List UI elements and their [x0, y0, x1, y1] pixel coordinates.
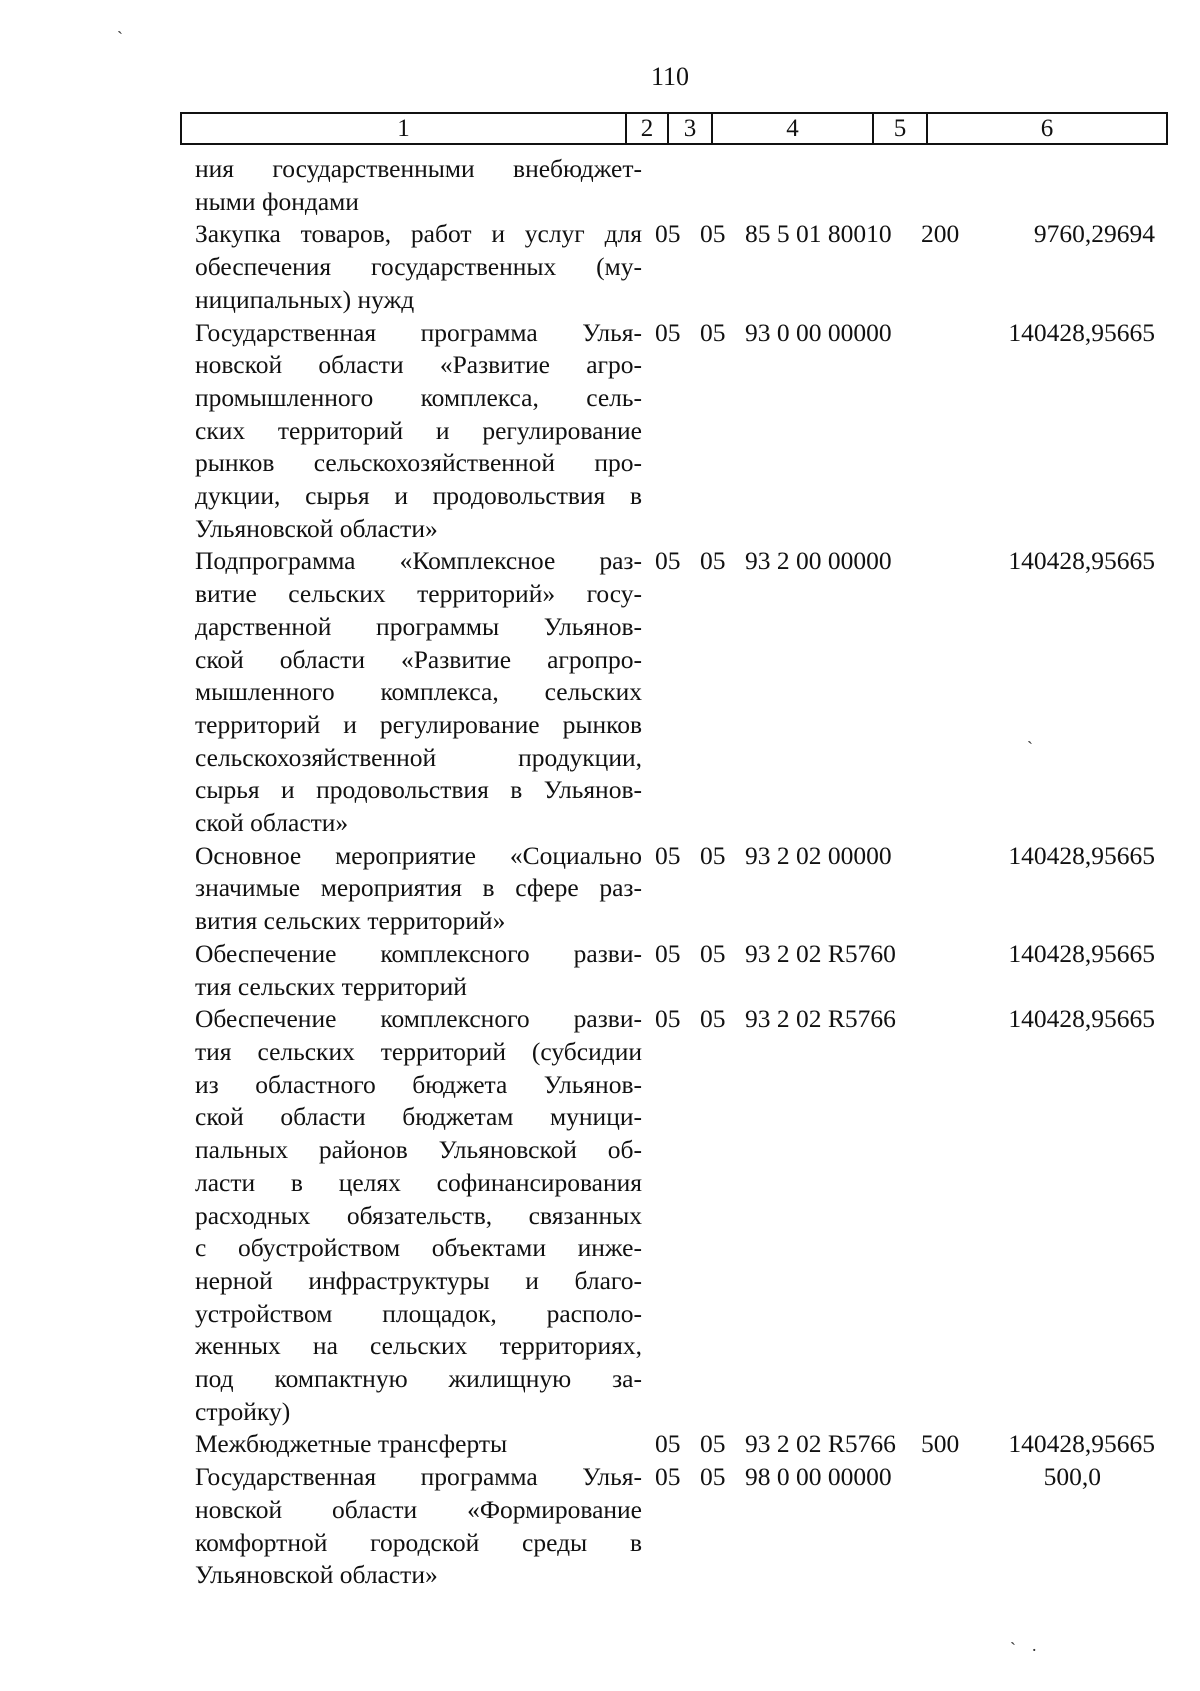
scan-speck: .	[1032, 1635, 1037, 1655]
row-description	[195, 1003, 642, 1428]
description-line: ласти в целях софинансирования	[195, 1167, 642, 1197]
target-item-code: 93 2 02 R5766	[745, 1429, 896, 1459]
amount: 140428,95665	[1008, 1004, 1155, 1034]
header-col-5: 5	[873, 113, 927, 144]
subsection-code: 05	[700, 1004, 726, 1034]
section-code: 05	[655, 219, 681, 249]
description-line: пальных районов Ульяновской об-	[195, 1135, 642, 1165]
subsection-code: 05	[700, 938, 726, 968]
section-code: 05	[655, 546, 681, 576]
row-description	[195, 840, 642, 938]
description-line: Межбюджетные трансферты	[195, 1429, 508, 1459]
description-line: сырья и продовольствия в Ульянов-	[195, 775, 642, 805]
section-code: 05	[655, 1462, 681, 1492]
table-row	[195, 840, 1155, 938]
description-line: дукции, сырья и продовольствия в	[195, 481, 642, 511]
description-line: расходных обязательств, связанных	[195, 1200, 642, 1230]
section-code: 05	[655, 317, 681, 347]
subsection-code: 05	[700, 219, 726, 249]
row-description	[195, 1428, 642, 1461]
amount: 140428,95665	[1008, 546, 1155, 576]
table-row	[195, 153, 1155, 218]
amount: 140428,95665	[1008, 938, 1155, 968]
scan-speck: ˏ	[1027, 724, 1033, 744]
table-row	[195, 1428, 1155, 1461]
header-col-3: 3	[668, 113, 712, 144]
description-line: тия сельских территорий (субсидии	[195, 1036, 642, 1066]
page-number: 110	[650, 62, 690, 91]
table-row	[195, 317, 1155, 546]
subsection-code: 05	[700, 546, 726, 576]
description-line: Ульяновской области»	[195, 1560, 438, 1590]
row-description	[195, 153, 642, 218]
description-line: Обеспечение комплексного разви-	[195, 1004, 642, 1034]
description-line: Основное мероприятие «Социально	[195, 840, 642, 870]
description-line: Подпрограмма «Комплексное раз-	[195, 546, 642, 576]
description-line: Государственная программа Улья-	[195, 317, 642, 347]
target-item-code: 85 5 01 80010	[745, 219, 892, 249]
description-line: тия сельских территорий	[195, 971, 467, 1001]
table-row	[195, 545, 1155, 839]
description-line: с обустройством объектами инже-	[195, 1233, 642, 1263]
section-code: 05	[655, 840, 681, 870]
amount: 140428,95665	[1008, 1429, 1155, 1459]
description-line: женных на сельских территориях,	[195, 1331, 642, 1361]
description-line: обеспечения государственных (му-	[195, 252, 642, 282]
subsection-code: 05	[700, 317, 726, 347]
target-item-code: 93 0 00 00000	[745, 317, 892, 347]
target-item-code: 98 0 00 00000	[745, 1462, 892, 1492]
amount: 500,0	[1043, 1462, 1101, 1492]
description-line: под компактную жилищную за-	[195, 1364, 642, 1394]
description-line: ской области»	[195, 808, 349, 838]
row-description	[195, 938, 642, 1003]
description-line: значимые мероприятия в сфере раз-	[195, 873, 642, 903]
table-row	[195, 1003, 1155, 1428]
description-line: ниципальных) нужд	[195, 284, 415, 314]
header-col-4: 4	[712, 113, 873, 144]
description-line: Обеспечение комплексного разви-	[195, 938, 642, 968]
budget-table-body	[195, 153, 1155, 1592]
row-description	[195, 1461, 642, 1592]
target-item-code: 93 2 02 00000	[745, 840, 892, 870]
description-line: нерной инфраструктуры и благо-	[195, 1265, 642, 1295]
description-line: ских территорий и регулирование	[195, 415, 642, 445]
description-line: мышленного комплекса, сельских	[195, 677, 642, 707]
description-line: из областного бюджета Ульянов-	[195, 1069, 642, 1099]
table-row	[195, 938, 1155, 1003]
description-line: ными фондами	[195, 186, 359, 216]
description-line: ской области «Развитие агропро-	[195, 644, 642, 674]
description-line: вития сельских территорий»	[195, 906, 506, 936]
description-line: промышленного комплекса, сель-	[195, 382, 642, 412]
header-col-6: 6	[927, 113, 1167, 144]
description-line: сельскохозяйственной продукции,	[195, 742, 642, 772]
subsection-code: 05	[700, 1462, 726, 1492]
scan-speck: ˎ	[1010, 1625, 1016, 1645]
description-line: Государственная программа Улья-	[195, 1462, 642, 1492]
description-line: ния государственными внебюджет-	[195, 154, 642, 183]
header-col-2: 2	[626, 113, 668, 144]
description-line: территорий и регулирование рынков	[195, 709, 642, 739]
header-col-1: 1	[181, 113, 626, 144]
subsection-code: 05	[700, 840, 726, 870]
table-row	[195, 1461, 1155, 1592]
amount: 140428,95665	[1008, 317, 1155, 347]
section-code: 05	[655, 1429, 681, 1459]
subsection-code: 05	[700, 1429, 726, 1459]
description-line: дарственной программы Ульянов-	[195, 611, 642, 641]
description-line: новской области «Развитие агро-	[195, 350, 642, 380]
description-line: Ульяновской области»	[195, 513, 438, 543]
scan-speck: ˋ	[117, 28, 123, 48]
target-item-code: 93 2 00 00000	[745, 546, 892, 576]
row-description	[195, 545, 642, 839]
description-line: рынков сельскохозяйственной про-	[195, 448, 642, 478]
row-description	[195, 317, 642, 546]
section-code: 05	[655, 1004, 681, 1034]
description-line: комфортной городской среды в	[195, 1527, 642, 1557]
target-item-code: 93 2 02 R5766	[745, 1004, 896, 1034]
description-line: стройку)	[195, 1396, 291, 1426]
column-header-row	[180, 112, 1168, 145]
expense-type-code: 200	[921, 219, 960, 249]
section-code: 05	[655, 938, 681, 968]
target-item-code: 93 2 02 R5760	[745, 938, 896, 968]
description-line: устройством площадок, располо-	[195, 1298, 642, 1328]
amount: 140428,95665	[1008, 840, 1155, 870]
description-line: витие сельских территорий» госу-	[195, 579, 642, 609]
expense-type-code: 500	[921, 1429, 960, 1459]
description-line: Закупка товаров, работ и услуг для	[195, 219, 642, 249]
row-description	[195, 218, 642, 316]
description-line: новской области «Формирование	[195, 1494, 642, 1524]
amount: 9760,29694	[1033, 219, 1155, 249]
description-line: ской области бюджетам муници-	[195, 1102, 642, 1132]
table-row	[195, 218, 1155, 316]
